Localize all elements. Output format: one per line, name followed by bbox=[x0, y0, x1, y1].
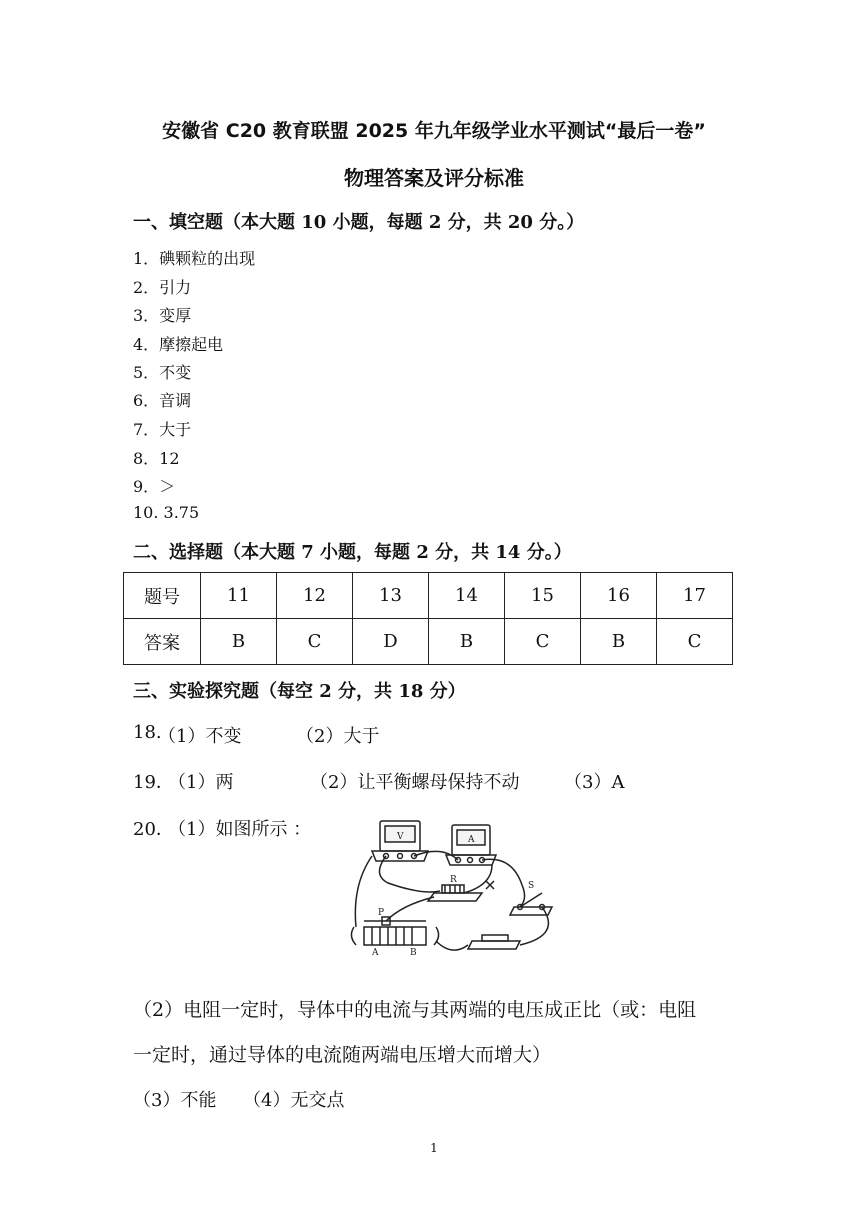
ammeter-label: A bbox=[468, 835, 475, 845]
table-row bbox=[124, 573, 733, 619]
q20-part2-line1: （2）电阻一定时，导体中的电流与其两端的电压成正比（或：电阻 bbox=[133, 999, 697, 1021]
q19-part2: （2）让平衡螺母保持不动 bbox=[310, 772, 520, 793]
table-cell: 15 bbox=[505, 573, 581, 619]
choice-answer-table bbox=[123, 572, 733, 665]
answer-item-9: 9．＞ bbox=[133, 477, 176, 496]
table-cell: C bbox=[277, 619, 353, 665]
battery-icon bbox=[468, 935, 520, 949]
answer-item-3: 3．变厚 bbox=[133, 306, 192, 325]
q19-label: 19． bbox=[133, 772, 174, 793]
resistor-label: R bbox=[450, 875, 457, 885]
table-cell: 答案 bbox=[124, 619, 201, 665]
section-choice-heading: 二、选择题（本大题 7 小题，每题 2 分，共 14 分。） bbox=[133, 542, 572, 563]
circuit-diagram bbox=[342, 815, 572, 975]
table-cell: 11 bbox=[201, 573, 277, 619]
q20-part4: （4）无交点 bbox=[243, 1090, 345, 1111]
table-cell: 17 bbox=[657, 573, 733, 619]
q18-part2: （2）大于 bbox=[296, 726, 380, 747]
document-subtitle: 物理答案及评分标准 bbox=[344, 166, 524, 190]
answer-item-8: 8．12 bbox=[133, 449, 180, 468]
answer-item-10: 10. 3.75 bbox=[133, 503, 200, 522]
section-experiment-heading: 三、实验探究题（每空 2 分，共 18 分） bbox=[133, 681, 466, 702]
table-cell: 13 bbox=[353, 573, 429, 619]
answer-item-1: 1．碘颗粒的出现 bbox=[133, 249, 256, 268]
q20-label: 20． bbox=[133, 819, 174, 840]
terminal-a-label: A bbox=[372, 948, 379, 958]
table-cell: B bbox=[581, 619, 657, 665]
table-cell: 题号 bbox=[124, 573, 201, 619]
voltmeter-label: V bbox=[397, 832, 404, 842]
table-cell: D bbox=[353, 619, 429, 665]
answer-item-7: 7．大于 bbox=[133, 420, 192, 439]
switch-label: S bbox=[528, 881, 535, 891]
answer-item-4: 4．摩擦起电 bbox=[133, 335, 224, 354]
table-cell: C bbox=[505, 619, 581, 665]
table-cell: 12 bbox=[277, 573, 353, 619]
table-cell: 14 bbox=[429, 573, 505, 619]
document-title: 安徽省 C20 教育联盟 2025 年九年级学业水平测试“最后一卷” bbox=[162, 120, 706, 142]
table-cell: B bbox=[201, 619, 277, 665]
terminal-b-label: B bbox=[410, 948, 417, 958]
table-cell: 16 bbox=[581, 573, 657, 619]
q18-part1: （1）不变 bbox=[158, 726, 242, 747]
table-row bbox=[124, 619, 733, 665]
section-fill-blank-heading: 一、填空题（本大题 10 小题，每题 2 分，共 20 分。） bbox=[133, 212, 585, 233]
q20-part1: （1）如图所示 ： bbox=[168, 819, 312, 840]
slider-label: P bbox=[378, 908, 385, 918]
resistor-icon bbox=[428, 885, 482, 901]
answer-item-2: 2．引力 bbox=[133, 278, 192, 297]
q19-part3: （3）A bbox=[564, 772, 625, 793]
q19-part1: （1）两 bbox=[168, 772, 234, 793]
q20-part3: （3）不能 bbox=[133, 1090, 217, 1111]
table-cell: C bbox=[657, 619, 733, 665]
q20-part2-line2: 一定时，通过导体的电流随两端电压增大而增大） bbox=[133, 1044, 552, 1066]
answer-item-6: 6．音调 bbox=[133, 391, 192, 410]
q18-label: 18. bbox=[133, 722, 162, 743]
answer-item-5: 5．不变 bbox=[133, 363, 192, 382]
rheostat-icon bbox=[351, 917, 438, 945]
page-number: 1 bbox=[430, 1141, 438, 1155]
table-cell: B bbox=[429, 619, 505, 665]
